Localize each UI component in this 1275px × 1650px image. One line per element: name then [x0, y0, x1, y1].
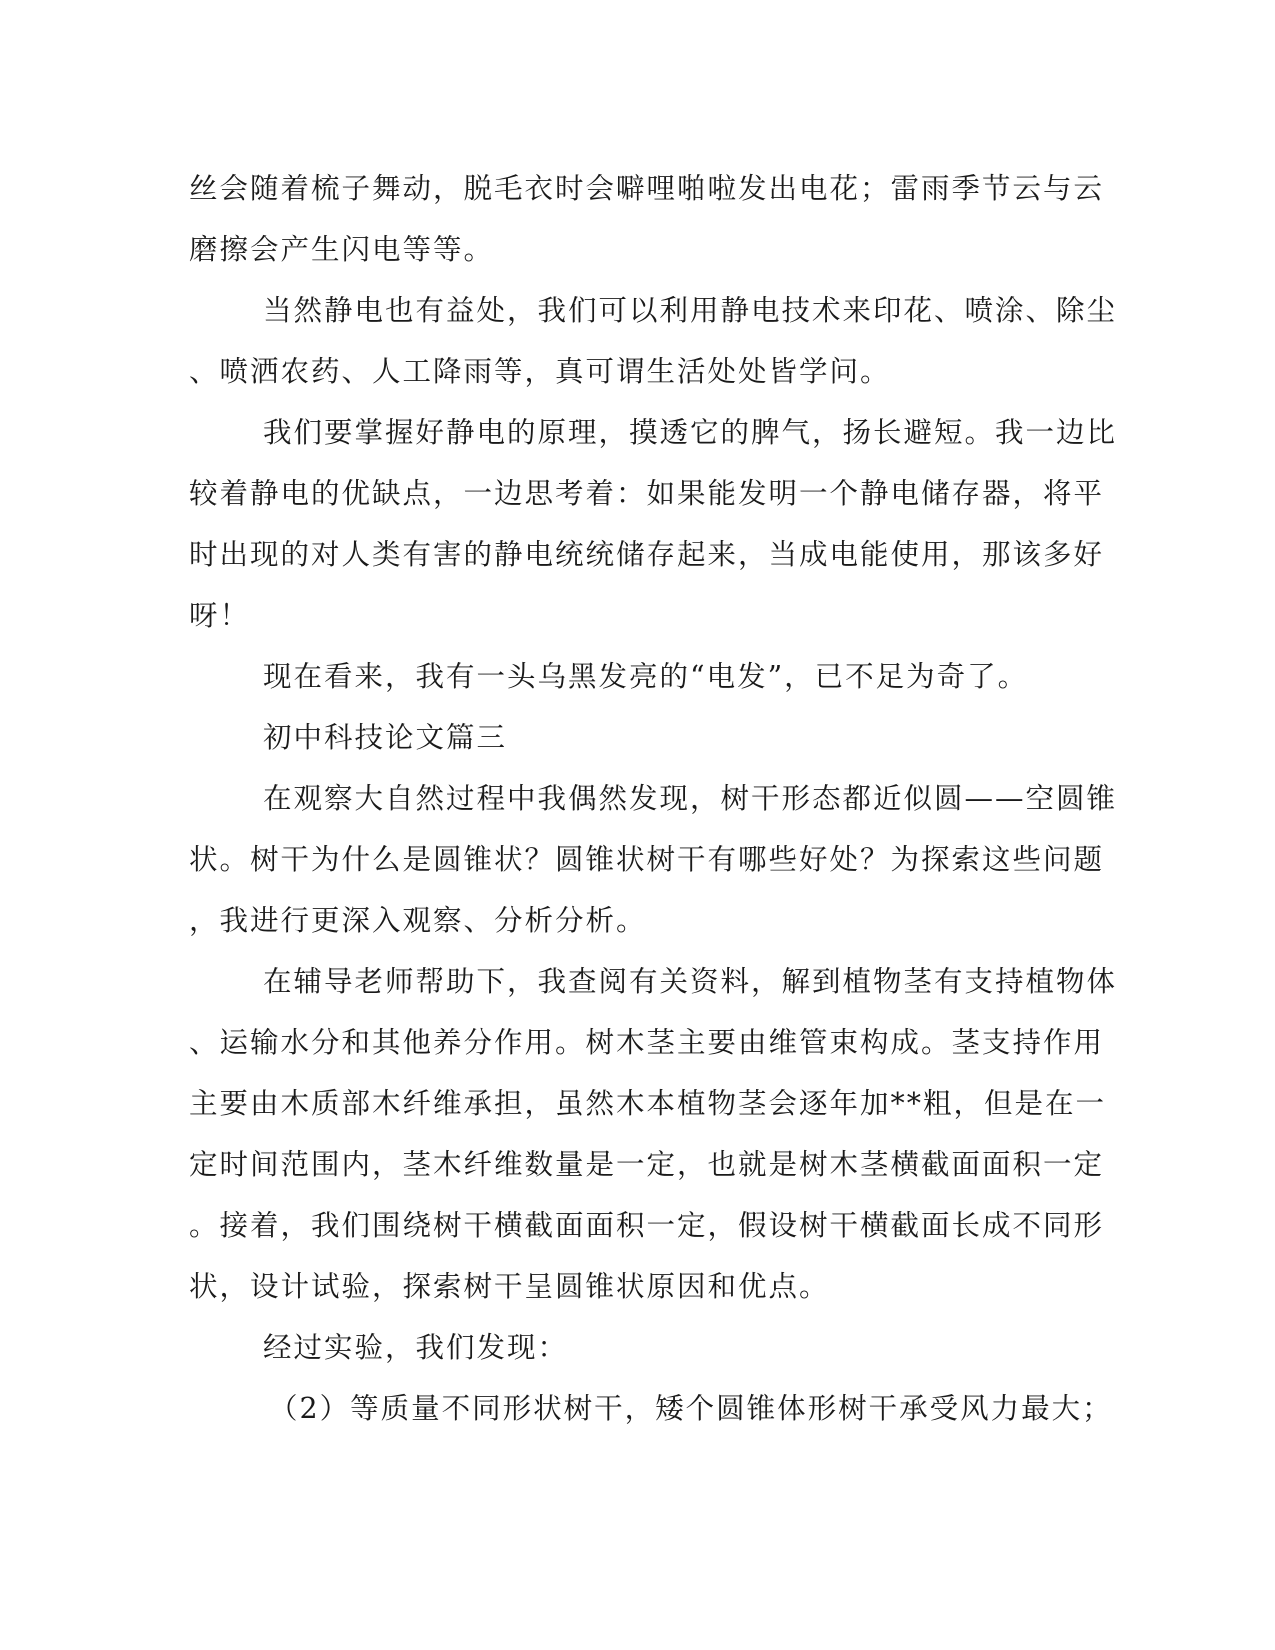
text-line: 磨擦会产生闪电等等。: [189, 233, 495, 266]
paragraph-tree-research: [189, 951, 1118, 1317]
paragraph-tree-observation: [189, 768, 1118, 951]
text-line: 主要由木质部木纤维承担，虽然木本植物茎会逐年加**粗，但是在一: [189, 1087, 1107, 1120]
text-line: 我们要掌握好静电的原理，摸透它的脾气，扬长避短。我一边比: [263, 416, 1118, 449]
paragraph-static-storage-idea: [189, 402, 1118, 646]
text-line: 当然静电也有益处，我们可以利用静电技术来印花、喷涂、除尘: [263, 294, 1118, 327]
list-item-finding-2: [189, 1378, 1113, 1439]
text-line: 状。树干为什么是圆锥状？圆锥状树干有哪些好处？为探索这些问题: [189, 843, 1105, 876]
section-title: 初中科技论文篇三: [263, 721, 508, 754]
text-line: 、运输水分和其他养分作用。树木茎主要由维管束构成。茎支持作用: [189, 1026, 1105, 1059]
text-line: 定时间范围内，茎木纤维数量是一定，也就是树木茎横截面面积一定: [189, 1148, 1105, 1181]
paragraph-conclusion: [189, 646, 1089, 707]
text-line: 呀！: [189, 599, 251, 632]
text-line: 时出现的对人类有害的静电统统储存起来，当成电能使用，那该多好: [189, 538, 1105, 571]
text-line: 丝会随着梳子舞动，脱毛衣时会噼哩啪啦发出电花；雷雨季节云与云: [189, 172, 1105, 205]
text-line: 状，设计试验，探索树干呈圆锥状原因和优点。: [189, 1270, 830, 1303]
text-line: 经过实验，我们发现：: [263, 1331, 569, 1364]
paragraph-static-electricity-examples: [189, 158, 1105, 280]
text-line: 现在看来，我有一头乌黑发亮的“电发”，已不足为奇了。: [263, 660, 1029, 693]
document-body: [189, 158, 1118, 1439]
paragraph-experiment-intro: [189, 1317, 1089, 1378]
text-line: 。接着，我们围绕树干横截面面积一定，假设树干横截面长成不同形: [189, 1209, 1105, 1242]
text-line: 在观察大自然过程中我偶然发现，树干形态都近似圆——空圆锥: [263, 782, 1118, 815]
text-line: 、喷洒农药、人工降雨等，真可谓生活处处皆学问。: [189, 355, 891, 388]
paragraph-static-benefits: [189, 280, 1118, 402]
text-line: （2）等质量不同形状树干，矮个圆锥体形树干承受风力最大；: [269, 1392, 1113, 1425]
text-line: 较着静电的优缺点，一边思考着：如果能发明一个静电储存器，将平: [189, 477, 1105, 510]
text-line: ，我进行更深入观察、分析分析。: [189, 904, 647, 937]
section-heading: [189, 707, 1089, 768]
text-line: 在辅导老师帮助下，我查阅有关资料，解到植物茎有支持植物体: [263, 965, 1118, 998]
